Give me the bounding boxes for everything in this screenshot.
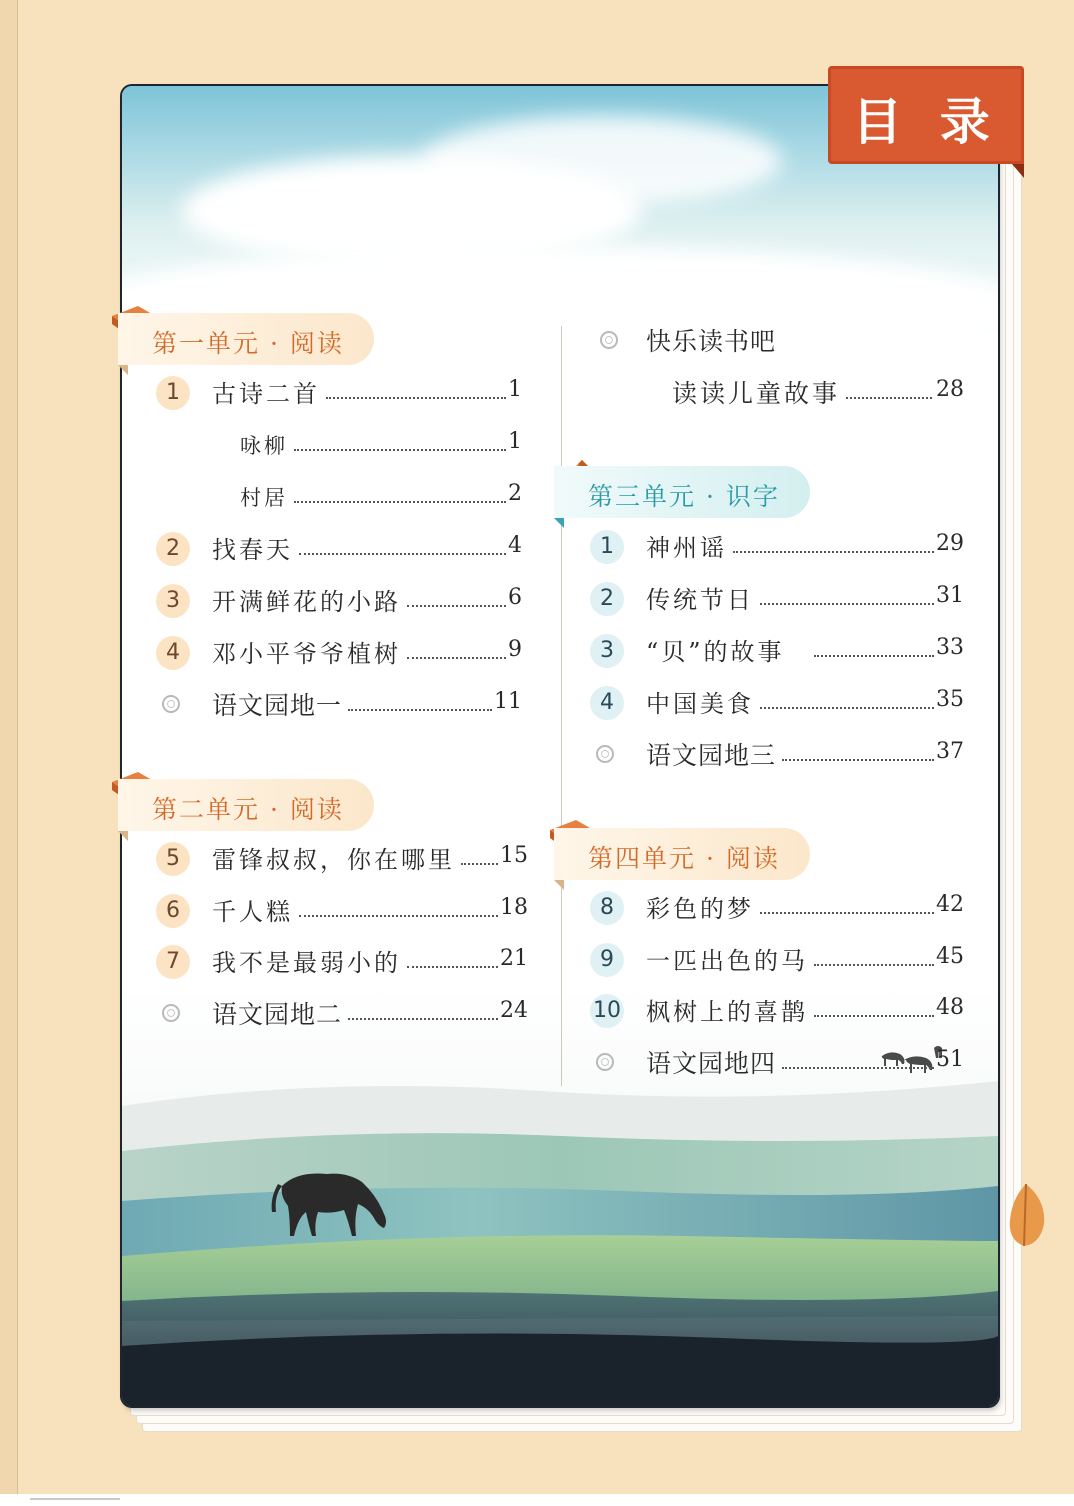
leader-dots — [760, 603, 934, 605]
page-number: 48 — [936, 995, 964, 1020]
unit2-header — [118, 779, 374, 831]
toc-item-title: 枫树上的喜鹊 — [646, 998, 808, 1026]
page-number: 4 — [508, 533, 522, 558]
page-number: 35 — [936, 687, 964, 712]
unit1-toc-item[interactable] — [156, 374, 522, 414]
circle-bullet-icon — [162, 695, 180, 713]
unit2-toc-item[interactable] — [156, 943, 528, 983]
unit1-toc-item[interactable] — [156, 426, 522, 466]
lesson-number: 5 — [156, 842, 190, 876]
unit4-toc-item[interactable] — [590, 941, 964, 981]
page-number: 45 — [936, 944, 964, 969]
toc-item-title: 雷锋叔叔，你在哪里 — [212, 846, 455, 874]
page-number: 21 — [500, 946, 528, 971]
leaf-icon — [1000, 1180, 1052, 1250]
page-number: 24 — [500, 998, 528, 1023]
lesson-number: 3 — [156, 584, 190, 618]
circle-bullet-icon — [596, 745, 614, 763]
leader-dots — [299, 915, 498, 917]
page-number: 6 — [508, 585, 522, 610]
unit1-toc-item[interactable] — [156, 634, 522, 674]
page-edge — [0, 0, 18, 1506]
page-number: 31 — [936, 583, 964, 608]
reading-bar-title: 快乐读书吧 — [646, 327, 777, 356]
lesson-number: 4 — [156, 636, 190, 670]
page-number: 2 — [508, 481, 522, 506]
unit4-toc-item[interactable] — [590, 889, 964, 929]
leader-dots — [407, 605, 506, 607]
leader-dots — [326, 397, 506, 399]
toc-item-title: 传统节日 — [646, 586, 754, 614]
leader-dots — [294, 501, 506, 503]
unit4-header — [554, 828, 810, 880]
unit4-toc-item[interactable] — [590, 1044, 964, 1084]
unit1-toc-item[interactable] — [156, 582, 522, 622]
unit2-toc-item[interactable] — [156, 995, 528, 1035]
leader-dots — [814, 655, 934, 657]
leader-dots — [814, 1015, 934, 1017]
leader-dots — [782, 1067, 934, 1069]
unit-title: 第三单元 · 识字 — [588, 482, 780, 511]
leader-dots — [846, 397, 932, 399]
toc-item-title: 村居 — [240, 486, 288, 510]
page-number: 1 — [508, 429, 522, 454]
lesson-number: 7 — [156, 945, 190, 979]
unit1-toc-item[interactable] — [156, 478, 522, 518]
toc-item-title: 语文园地二 — [212, 1000, 343, 1029]
toc-item-title: 邓小平爷爷植树 — [212, 640, 401, 668]
page-number: 29 — [936, 531, 964, 556]
unit2-toc-item[interactable] — [156, 892, 528, 932]
leader-dots — [760, 912, 934, 914]
leader-dots — [407, 966, 498, 968]
leader-dots — [461, 863, 498, 865]
page-number: 28 — [936, 377, 964, 402]
lesson-number: 6 — [156, 894, 190, 928]
unit1-toc-item[interactable] — [156, 530, 522, 570]
toc-item-title: 千人糕 — [212, 898, 293, 926]
unit-title: 第二单元 · 阅读 — [152, 795, 344, 824]
unit3-header — [554, 466, 810, 518]
toc-item-title: 找春天 — [212, 536, 293, 564]
toc-item-title: 咏柳 — [240, 434, 288, 458]
toc-item-title: 中国美食 — [646, 690, 754, 718]
toc-item-title: 语文园地四 — [646, 1049, 777, 1078]
circle-bullet-icon — [596, 1053, 614, 1071]
reading-bar-row[interactable] — [594, 322, 974, 362]
unit1-header — [118, 313, 374, 365]
unit1-toc-item[interactable] — [156, 686, 522, 726]
page-footer-strip — [0, 1494, 1074, 1506]
unit3-toc-item[interactable] — [590, 528, 964, 568]
page-number: 33 — [936, 635, 964, 660]
page-number: 11 — [494, 689, 522, 714]
toc-item-title: 语文园地一 — [212, 691, 343, 720]
unit4-toc-item[interactable] — [590, 992, 964, 1032]
toc-title-tab — [828, 66, 1024, 164]
leader-dots — [299, 553, 506, 555]
leader-dots — [760, 707, 934, 709]
unit3-toc-item[interactable] — [590, 580, 964, 620]
leader-dots — [733, 551, 934, 553]
lesson-number: 9 — [590, 943, 624, 977]
page-number: 18 — [500, 895, 528, 920]
page-number: 15 — [500, 843, 528, 868]
toc-item-title: 神州谣 — [646, 534, 727, 562]
toc-item-title: 读读儿童故事 — [672, 379, 841, 408]
unit-title: 第四单元 · 阅读 — [588, 844, 780, 873]
unit2-toc-item[interactable] — [156, 840, 528, 880]
lesson-number: 1 — [590, 530, 624, 564]
unit3-toc-item[interactable] — [590, 684, 964, 724]
lesson-number: 8 — [590, 891, 624, 925]
toc-item-title: 一匹出色的马 — [646, 947, 808, 975]
unit3-toc-item[interactable] — [590, 736, 964, 776]
page-number: 51 — [936, 1047, 964, 1072]
circle-bullet-icon — [600, 331, 618, 349]
reading-bar-subitem[interactable] — [594, 374, 974, 414]
lesson-number: 1 — [156, 376, 190, 410]
page-number: 37 — [936, 739, 964, 764]
leader-dots — [407, 657, 506, 659]
leader-dots — [782, 759, 934, 761]
column-divider — [561, 326, 562, 1086]
toc-item-title: 古诗二首 — [212, 380, 320, 408]
lesson-number: 2 — [590, 582, 624, 616]
lesson-number: 4 — [590, 686, 624, 720]
leader-dots — [814, 964, 934, 966]
lesson-number: 10 — [590, 994, 624, 1028]
leader-dots — [294, 449, 506, 451]
page-title: 目 录 — [852, 93, 1000, 151]
unit-title: 第一单元 · 阅读 — [152, 329, 344, 358]
toc-item-title: 彩色的梦 — [646, 895, 754, 923]
leader-dots — [348, 709, 492, 711]
page-number: 1 — [508, 377, 522, 402]
page-number: 9 — [508, 637, 522, 662]
circle-bullet-icon — [162, 1004, 180, 1022]
toc-item-title: 我不是最弱小的 — [212, 949, 401, 977]
leader-dots — [348, 1018, 498, 1020]
lesson-number: 2 — [156, 532, 190, 566]
toc-item-title: 开满鲜花的小路 — [212, 588, 401, 616]
lesson-number: 3 — [590, 634, 624, 668]
toc-item-title: 语文园地三 — [646, 741, 777, 770]
unit3-toc-item[interactable] — [590, 632, 964, 672]
toc-item-title: “贝”的故事 — [646, 638, 785, 666]
page-number: 42 — [936, 892, 964, 917]
